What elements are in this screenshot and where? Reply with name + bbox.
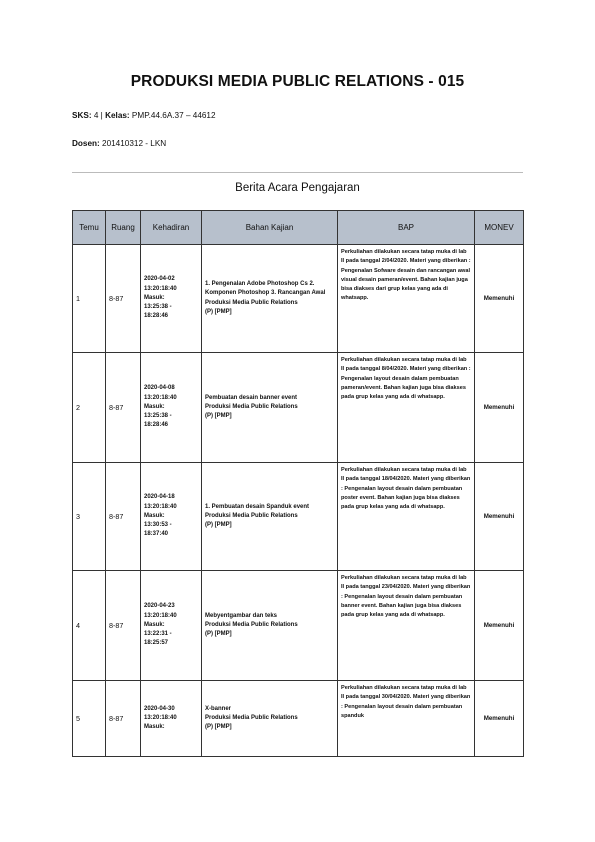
table-row [73,245,524,353]
kelas-label: Kelas: [105,111,130,120]
bahan-kajian-cell: Mebyentgambar dan teks Produksi Media Public Relations (P) [PMP] [202,571,338,681]
page-title: PRODUKSI MEDIA PUBLIC RELATIONS - 015 [130,73,465,90]
bap-cell: Perkuliahan dilakukan secara tatap muka di lab II pada tanggal 18/04/2020. Materi yang diberikan : Pengenalan layout desain dalam pembuatan poster event. Bahan kajian juga bisa diakses pada grup kelas yang ada di whatsapp. [338,463,475,571]
bap-cell: Perkuliahan dilakukan secara tatap muka di lab II pada tanggal 30/04/2020. Materi yang diberikan : Pengenalan layout desain dalam pembuatan spanduk [338,681,475,757]
monev-cell: Memenuhi [475,681,524,757]
table-row [73,681,524,757]
column-header: MONEV [475,211,524,245]
table-row [73,463,524,571]
kehadiran-cell: 2020-04-23 13:20:18:40 Masuk: 13:22:31 - 18:25:57 [141,571,202,681]
monev-cell: Memenuhi [475,463,524,571]
course-info [72,111,216,120]
lecturer-info [72,139,166,148]
temu-cell: 1 [73,245,106,353]
monev-cell: Memenuhi [475,353,524,463]
bahan-kajian-cell: 1. Pengenalan Adobe Photoshop Cs 2. Komponen Photoshop 3. Rancangan Awal Produksi Media Public Relations (P) [PMP] [202,245,338,353]
bap-cell: Perkuliahan dilakukan secara tatap muka di lab II pada tanggal 8/04/2020. Materi yang diberikan : Pengenalan layout desain dalam pembuatan pameran/event. Bahan kajian juga bisa diakses pada grup kelas yang ada di whatsapp. [338,353,475,463]
bap-cell: Perkuliahan dilakukan secara tatap muka di lab II pada tanggal 2/04/2020. Materi yang diberikan : Pengenalan Sofware desain dan rancangan awal visual desain pameran/event. Bahan kajian juga bisa diakses dari grup kelas yang ada di whatsapp. [338,245,475,353]
monev-cell: Memenuhi [475,571,524,681]
kehadiran-cell: 2020-04-08 13:20:18:40 Masuk: 13:25:38 - 18:28:46 [141,353,202,463]
column-header: Bahan Kajian [202,211,338,245]
section-title: Berita Acara Pengajaran [235,182,360,194]
sks-label: SKS: [72,111,92,120]
sks-value: 4 | [91,111,106,120]
table-header-row [73,211,524,245]
column-header: Ruang [106,211,141,245]
temu-cell: 5 [73,681,106,757]
table-row [73,571,524,681]
bap-cell: Perkuliahan dilakukan secara tatap muka di lab II pada tanggal 23/04/2020. Materi yang diberikan : Pengenalan layout desain dalam pembuatan banner event. Bahan kajian juga bisa diakses pada grup kelas yang ada di whatsapp. [338,571,475,681]
dosen-label: Dosen: [72,139,100,148]
kelas-value: PMP.44.6A.37 – 44612 [129,111,216,120]
ruang-cell: 8-87 [106,353,141,463]
dosen-value: 201410312 - LKN [99,139,167,148]
bahan-kajian-cell: X-banner Produksi Media Public Relations (P) [PMP] [202,681,338,757]
divider [72,172,523,173]
ruang-cell: 8-87 [106,571,141,681]
ruang-cell: 8-87 [106,245,141,353]
temu-cell: 4 [73,571,106,681]
bahan-kajian-cell: 1. Pembuatan desain Spanduk event Produksi Media Public Relations (P) [PMP] [202,463,338,571]
ruang-cell: 8-87 [106,681,141,757]
kehadiran-cell: 2020-04-18 13:20:18:40 Masuk: 13:30:53 - 18:37:40 [141,463,202,571]
temu-cell: 2 [73,353,106,463]
teaching-record-table [72,210,524,757]
kehadiran-cell: 2020-04-02 13:20:18:40 Masuk: 13:25:38 - 18:28:46 [141,245,202,353]
kehadiran-cell: 2020-04-30 13:20:18:40 Masuk: [141,681,202,757]
temu-cell: 3 [73,463,106,571]
bahan-kajian-cell: Pembuatan desain banner event Produksi Media Public Relations (P) [PMP] [202,353,338,463]
ruang-cell: 8-87 [106,463,141,571]
monev-cell: Memenuhi [475,245,524,353]
column-header: Kehadiran [141,211,202,245]
column-header: BAP [338,211,475,245]
column-header: Temu [73,211,106,245]
table-row [73,353,524,463]
